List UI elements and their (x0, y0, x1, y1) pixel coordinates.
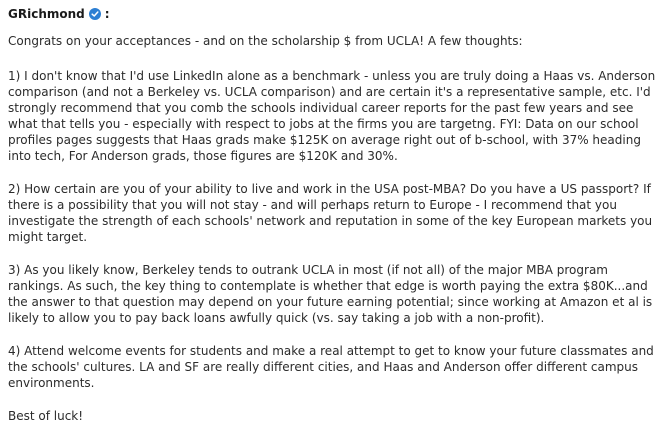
post-paragraph-1: 1) I don't know that I'd use LinkedIn alone as a benchmark - unless you are truly doing a Haas vs. Anderson comparison (and not a Berkeley vs. UCLA comparison) and are certain it's a representative sample, etc. I'd strongly recommend that you comb the schools individual career reports for the past few years and see what that tells you - especially with respect to jobs at the firms you are targetng. FYI: Data on our school profiles pages suggests that Haas grads make $125K on average right out of b-school, with 37% heading into tech, For Anderson grads, those figures are $120K and 30%. (8, 69, 656, 163)
author-separator: : (104, 7, 110, 21)
post-paragraph-4: 4) Attend welcome events for students and make a real attempt to get to know your future classmates and the schools' cultures. LA and SF are really different cities, and Haas and Anderson offer different campus environments. (8, 344, 654, 390)
post-paragraph-greeting: Congrats on your acceptances - and on the scholarship $ from UCLA! A few thoughts: (8, 34, 523, 48)
author-name[interactable]: GRichmond (8, 7, 85, 21)
verified-badge-icon (89, 8, 101, 20)
post-header (8, 6, 657, 22)
post-paragraph-3: 3) As you likely know, Berkeley tends to outrank UCLA in most (if not all) of the major MBA program rankings. As such, the key thing to contemplate is whether that edge is worth paying the extra $80K...and the answer to that question may depend on your future earning potential; since working at Amazon et al is likely to allow you to pay back loans awfully quick (vs. say taking a job with a non-profit). (8, 263, 653, 325)
post-signoff: Best of luck! (8, 409, 84, 423)
post-paragraph-2: 2) How certain are you of your ability to live and work in the USA post-MBA? Do you have a US passport? If there is a possibility that you will not stay - and will perhaps return to Europe - I recommend that you investigate the strength of each schools' network and reputation in some of the key European markets you might target. (8, 182, 653, 244)
post-body (8, 33, 657, 424)
